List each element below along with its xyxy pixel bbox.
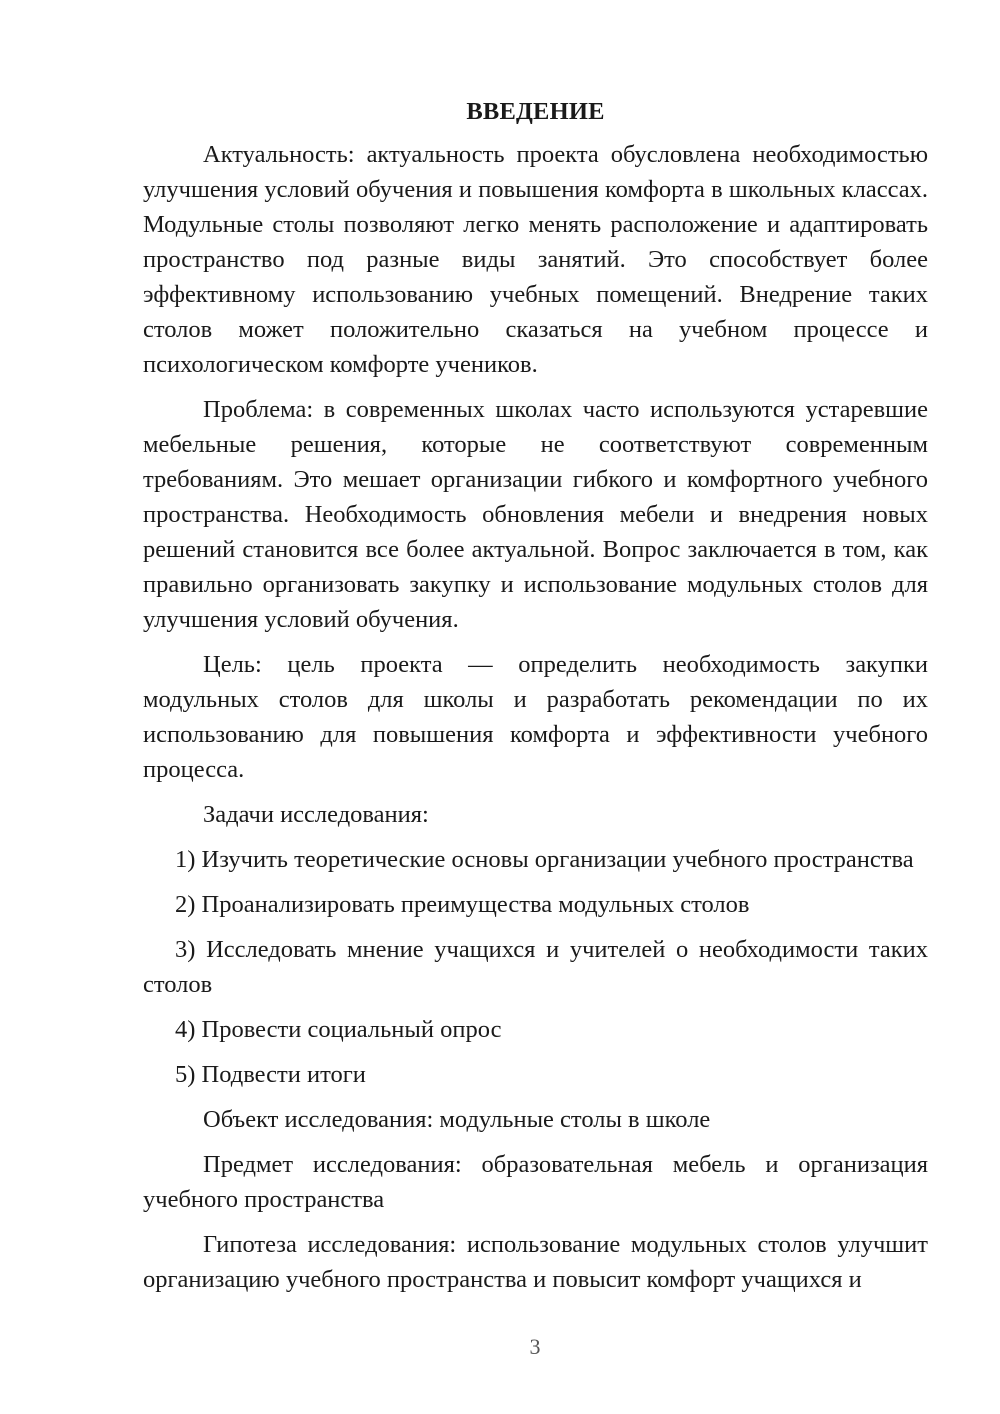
- list-item: 4) Провести социальный опрос: [175, 1016, 502, 1043]
- tasks-list: [143, 842, 928, 1092]
- page-number: 3: [529, 1334, 541, 1359]
- paragraph-goal: Цель: цель проекта — определить необходимость закупки модульных столов для школы и разработать рекомендации по их использованию для повышения комфорта и эффективности учебного процесса.: [143, 651, 928, 783]
- list-item: 3) Исследовать мнение учащихся и учителей о необходимости таких столов: [143, 936, 928, 998]
- list-item: 2) Проанализировать преимущества модульных столов: [175, 891, 750, 918]
- list-item: 5) Подвести итоги: [175, 1061, 366, 1088]
- paragraph-tasks-heading: Задачи исследования:: [203, 801, 429, 828]
- page-content: [143, 94, 928, 1297]
- paragraph-relevance: Актуальность: актуальность проекта обусловлена необходимостью улучшения условий обучения и повышения комфорта в школьных классах. Модульные столы позволяют легко менять расположение и адаптировать пространство под разные виды занятий. Это способствует более эффективному использованию учебных помещений. Внедрение таких столов может положительно сказаться на учебном процессе и психологическом комфорте учеников.: [143, 141, 928, 378]
- paragraph-object: Объект исследования: модульные столы в школе: [203, 1106, 711, 1133]
- paragraph-subject: Предмет исследования: образовательная мебель и организация учебного пространства: [143, 1151, 928, 1213]
- paragraph-hypothesis: Гипотеза исследования: использование модульных столов улучшит организацию учебного пространства и повысит комфорт учащихся и: [143, 1231, 928, 1293]
- section-title: ВВЕДЕНИЕ: [466, 98, 605, 125]
- paragraph-problem: Проблема: в современных школах часто используются устаревшие мебельные решения, которые не соответствуют современным требованиям. Это мешает организации гибкого и комфортного учебного пространства. Необходимость обновления мебели и внедрения новых решений становится все более актуальной. Вопрос заключается в том, как правильно организовать закупку и использование модульных столов для улучшения условий обучения.: [143, 396, 928, 633]
- list-item: 1) Изучить теоретические основы организации учебного пространства: [175, 846, 914, 873]
